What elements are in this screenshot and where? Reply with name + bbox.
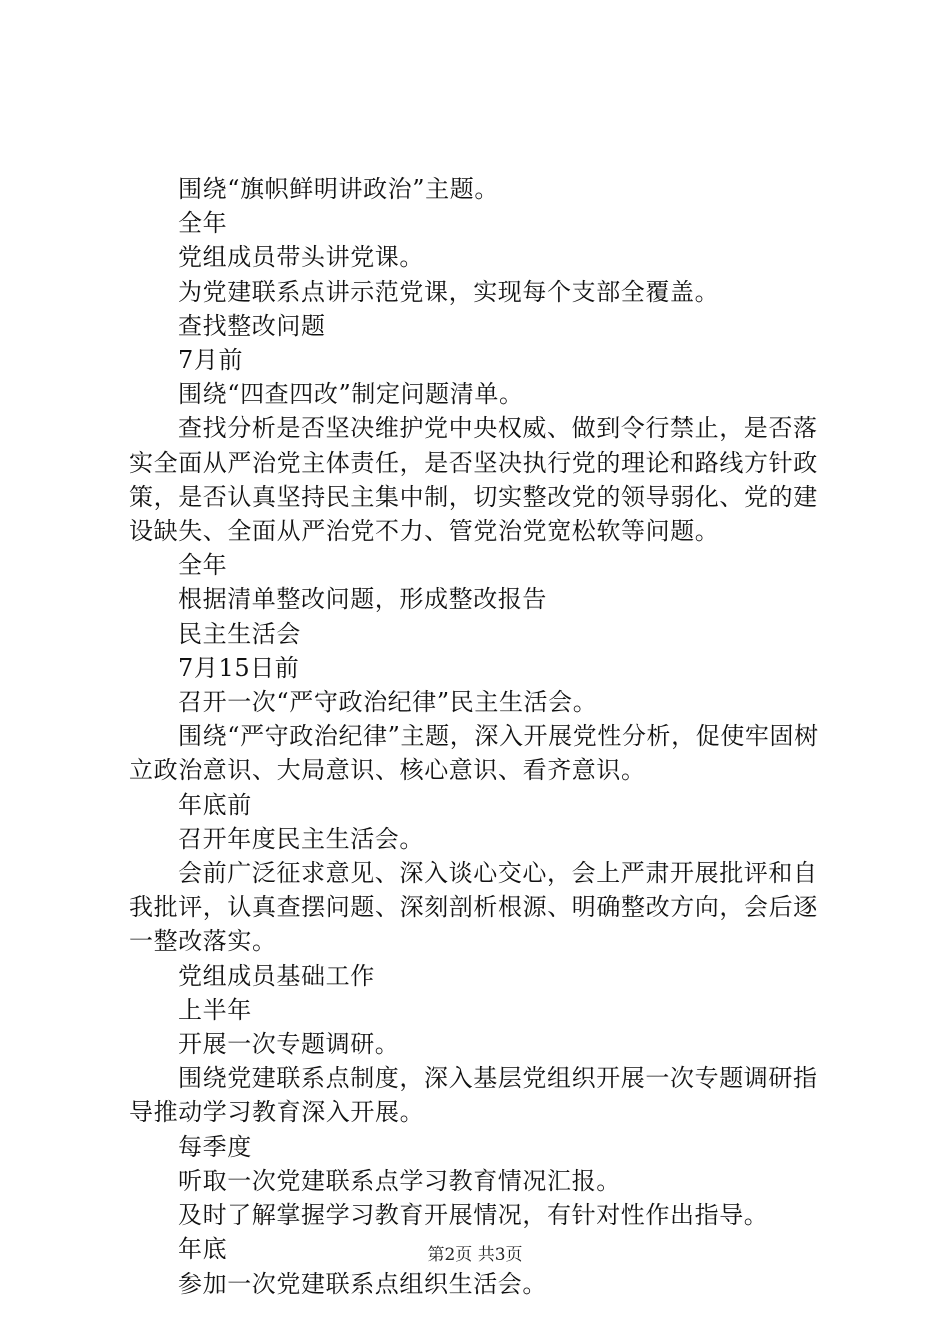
paragraph: 民主生活会 <box>178 619 301 648</box>
paragraph: 召开一次“严守政治纪律”民主生活会。 <box>178 688 598 717</box>
paragraph: 围绕“四查四改”制定问题清单。 <box>178 380 524 409</box>
paragraph: 召开年度民主生活会。 <box>178 824 424 853</box>
paragraph: 查找分析是否坚决维护党中央权威、做到令行禁止，是否落实全面从严治党主体责任，是否坚决执行党的理论和路线方针政策，是否认真坚持民主集中制，切实整改党的领导弱化、党的建设缺失、全面从严治党不力、管党治党宽松软等问题。 <box>129 414 818 546</box>
paragraph: 围绕党建联系点制度，深入基层党组织开展一次专题调研指导推动学习教育深入开展。 <box>129 1064 818 1127</box>
paragraph: 围绕“旗帜鲜明讲政治”主题。 <box>178 175 499 203</box>
page-footer: 第2页 共3页 <box>427 1245 523 1265</box>
paragraph: 党组成员基础工作 <box>178 961 375 990</box>
paragraph: 会前广泛征求意见、深入谈心交心，会上严肃开展批评和自我批评，认真查摆问题、深刻剖析根源、明确整改方向，会后逐一整改落实。 <box>129 859 818 956</box>
paragraph: 查找整改问题 <box>178 311 326 340</box>
paragraph: 全年 <box>178 551 228 580</box>
paragraph: 每季度 <box>178 1132 252 1161</box>
paragraph: 全年 <box>178 209 228 238</box>
paragraph: 为党建联系点讲示范党课，实现每个支部全覆盖。 <box>178 277 720 306</box>
paragraph: 上半年 <box>178 995 252 1024</box>
paragraph: 围绕“严守政治纪律”主题，深入开展党性分析，促使牢固树立政治意识、大局意识、核心意识、看齐意识。 <box>129 722 819 785</box>
paragraph: 参加一次党建联系点组织生活会。 <box>178 1269 547 1298</box>
paragraph: 及时了解掌握学习教育开展情况，有针对性作出指导。 <box>178 1201 769 1230</box>
paragraph: 7月前 <box>178 346 244 375</box>
paragraph: 党组成员带头讲党课。 <box>178 243 424 272</box>
paragraph: 听取一次党建联系点学习教育情况汇报。 <box>178 1166 621 1195</box>
document-body <box>129 172 829 1301</box>
paragraph: 7月15日前 <box>178 653 300 682</box>
paragraph: 年底前 <box>178 790 252 819</box>
paragraph: 根据清单整改问题，形成整改报告 <box>178 585 547 614</box>
paragraph: 年底 <box>178 1235 228 1264</box>
paragraph: 开展一次专题调研。 <box>178 1030 400 1059</box>
